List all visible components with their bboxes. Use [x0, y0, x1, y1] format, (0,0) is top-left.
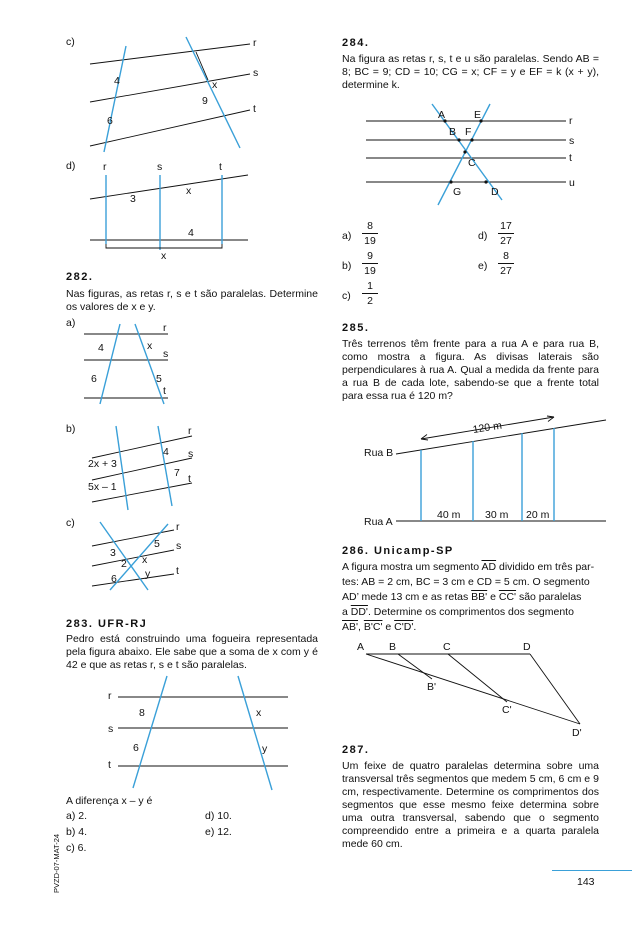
- q286-D: D: [523, 641, 531, 653]
- fd-t: t: [219, 161, 222, 173]
- q283-opt-b[interactable]: b) 4.: [66, 826, 88, 838]
- fd-xb: x: [161, 250, 167, 262]
- fd-x: x: [186, 185, 192, 197]
- fd-r: r: [103, 161, 107, 173]
- q286-line5: AB', B'C' e C'D'.: [342, 621, 417, 633]
- q286-line3: AD’ mede 13 cm e as retas BB' e CC' são paralelas: [342, 591, 582, 603]
- q284-opt-e-label[interactable]: e): [478, 260, 488, 272]
- q284-opt-c-label[interactable]: c): [342, 290, 351, 302]
- q286-title: 286. Unicamp-SP: [342, 545, 454, 557]
- fb-4: 4: [163, 446, 169, 458]
- q285-rua-b: Rua B: [364, 447, 394, 459]
- q284-F: F: [465, 126, 472, 138]
- q283-y: y: [262, 743, 268, 755]
- q284-r: r: [569, 115, 573, 127]
- fb-e1: 2x + 3: [88, 458, 117, 470]
- q286-B1: B': [427, 681, 437, 693]
- q286-D1: D': [572, 727, 582, 739]
- fb-7: 7: [174, 467, 180, 479]
- q285-total: 120 m: [471, 419, 503, 437]
- q282-title: 282.: [66, 271, 94, 283]
- fa-t: t: [163, 385, 166, 397]
- q285-s1: 40 m: [437, 509, 461, 521]
- q284-d-num: 17: [498, 220, 514, 234]
- q283-opt-e[interactable]: e) 12.: [205, 826, 232, 838]
- q285-text: Três terrenos têm frente para a rua A e para rua B, como mostra a figura. As divisas laterais são perpendiculares à rua A. Qual a medida da frente para a rua B de cada lote, sabendo-se que a frente total para essa rua é 120 m?: [342, 338, 599, 402]
- q287-title: 287.: [342, 744, 370, 756]
- fb-e2: 5x – 1: [88, 481, 117, 493]
- fcc-t: t: [176, 565, 179, 577]
- q285-s2: 30 m: [485, 509, 509, 521]
- fc-x: x: [212, 79, 218, 91]
- q286-C1: C': [502, 704, 512, 716]
- q286-line1: A figura mostra um segmento $\overline{AD}$ dividido em três par-: [342, 561, 595, 573]
- fb-r: r: [188, 425, 192, 437]
- fc-4: 4: [114, 75, 120, 87]
- footer-rule: [552, 870, 632, 871]
- fa-r: r: [163, 322, 167, 334]
- side-code: PVZD-07-MAT-24: [52, 833, 61, 893]
- q284-opt-d-label[interactable]: d): [478, 230, 488, 242]
- q284-text: Na figura as retas r, s, t e u são paralelas. Sendo AB = 8; BC = 9; CD = 10; CG = x; CF = y e EF = k (x + y), determine k.: [342, 53, 599, 91]
- fb-s: s: [188, 448, 194, 460]
- q284-C: C: [468, 157, 476, 169]
- fcc-y: y: [145, 568, 151, 580]
- fc-r: r: [253, 37, 257, 49]
- q282-b-label: b): [66, 423, 76, 435]
- q285-title: 285.: [342, 322, 370, 334]
- q284-a-num: 8: [362, 220, 378, 234]
- fa-x: x: [147, 340, 153, 352]
- fcc-3: 3: [110, 547, 116, 559]
- fa-4: 4: [98, 342, 104, 354]
- q284-A: A: [438, 109, 446, 121]
- fc-t: t: [253, 103, 256, 115]
- fcc-x: x: [142, 554, 148, 566]
- q284-b-den: 19: [364, 265, 376, 277]
- q282-a-label: a): [66, 317, 76, 329]
- label-c: c): [66, 36, 75, 48]
- q283-t: t: [108, 759, 111, 771]
- q283-r: r: [108, 690, 112, 702]
- fcc-r: r: [176, 521, 180, 533]
- fd-3: 3: [130, 193, 136, 205]
- fc-s: s: [253, 67, 259, 79]
- fa-6: 6: [91, 373, 97, 385]
- fcc-s: s: [176, 540, 182, 552]
- q283-question: A diferença x – y é: [66, 795, 153, 807]
- fa-s: s: [163, 348, 169, 360]
- q283-title: 283. UFR-RJ: [66, 618, 148, 630]
- q286-line2: tes: AB = 2 cm, BC = 3 cm e CD = 5 cm. O segmento: [342, 576, 590, 588]
- q283-s: s: [108, 723, 114, 735]
- q282-text: Nas figuras, as retas r, s e t são paralelas. Determine os valores de x e y.: [66, 288, 318, 313]
- q284-t: t: [569, 152, 572, 164]
- fb-t: t: [188, 473, 191, 485]
- q283-opt-d[interactable]: d) 10.: [205, 810, 232, 822]
- q284-u: u: [569, 177, 575, 189]
- q283-text: Pedro está construindo uma fogueira representada pela figura abaixo. Ele sabe que a soma de x com y é 42 e que as retas r, s e t são paralelas.: [66, 633, 318, 671]
- fd-s: s: [157, 161, 163, 173]
- fa-5: 5: [156, 373, 162, 385]
- q283-x: x: [256, 707, 262, 719]
- q286-line4: a DD'. Determine os comprimentos dos segmento: [342, 606, 574, 618]
- q284-d-den: 27: [500, 235, 512, 247]
- q284-opt-b-label[interactable]: b): [342, 260, 352, 272]
- q286-C: C: [443, 641, 451, 653]
- q284-title: 284.: [342, 37, 370, 49]
- fcc-2: 2: [121, 558, 127, 570]
- q287-text: Um feixe de quatro paralelas determina sobre uma transversal três segmentos que medem 5 cm, 6 cm e 9 cm, respectivamente. Determine os comprimentos dos segmentos que esse mesmo feixe determina sobre uma outra transversal, sabendo que o segmento compreendido entre a primeira e a quarta paralela mede 60 cm.: [342, 760, 599, 850]
- q284-b-num: 9: [362, 250, 378, 264]
- q283-opt-c[interactable]: c) 6.: [66, 842, 87, 854]
- q283-6: 6: [133, 742, 139, 754]
- q284-e-num: 8: [498, 250, 514, 264]
- q282-c-label: c): [66, 517, 75, 529]
- q284-G: G: [453, 186, 462, 198]
- q286-A: A: [357, 641, 365, 653]
- q284-c-den: 2: [367, 295, 373, 307]
- q284-a-den: 19: [364, 235, 376, 247]
- page-number: 143: [577, 876, 595, 888]
- q284-c-num: 1: [362, 280, 378, 294]
- q284-E: E: [474, 109, 482, 121]
- fd-4: 4: [188, 227, 194, 239]
- q284-B: B: [449, 126, 457, 138]
- q283-opt-a[interactable]: a) 2.: [66, 810, 88, 822]
- q283-8: 8: [139, 707, 145, 719]
- q285-rua-a: Rua A: [364, 516, 393, 528]
- q284-s: s: [569, 135, 575, 147]
- q284-opt-a-label[interactable]: a): [342, 230, 352, 242]
- q286-B: B: [389, 641, 397, 653]
- q284-D: D: [491, 186, 499, 198]
- q284-e-den: 27: [500, 265, 512, 277]
- q285-s3: 20 m: [526, 509, 550, 521]
- fcc-5: 5: [154, 538, 160, 550]
- fcc-6: 6: [111, 573, 117, 585]
- fc-6: 6: [107, 115, 113, 127]
- fc-9: 9: [202, 95, 208, 107]
- label-d: d): [66, 160, 76, 172]
